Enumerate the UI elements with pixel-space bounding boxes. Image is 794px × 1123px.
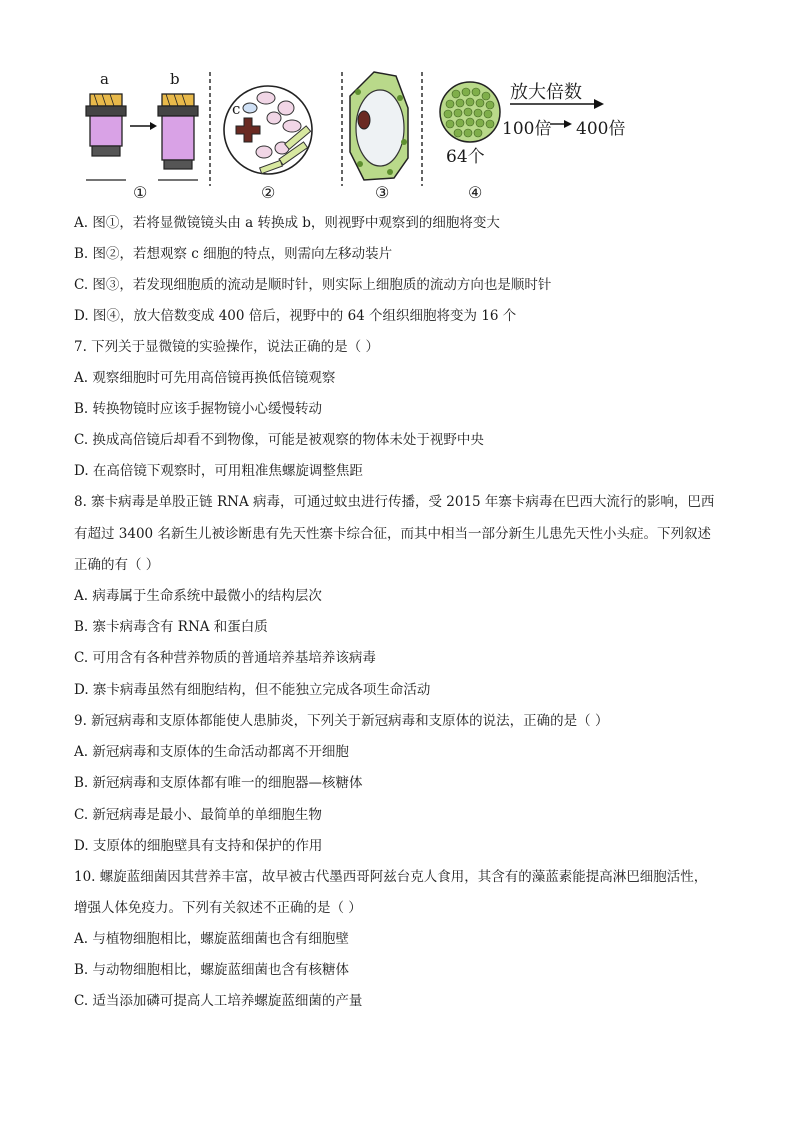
- lens-label-b: b: [170, 70, 180, 88]
- cell-count-label: 64个: [446, 147, 485, 167]
- option-10b: B. 与动物细胞相比，螺旋蓝细菌也含有核糖体: [74, 962, 350, 978]
- panel-number-2: ②: [261, 183, 276, 202]
- lens-label-a: a: [100, 70, 109, 88]
- question-8-stem-line: 8. 寨卡病毒是单股正链 RNA 病毒，可通过蚊虫进行传播，受 2015 年寨卡病毒在巴西大流行的影响，巴西: [74, 494, 715, 510]
- magnify-title: 放大倍数: [510, 82, 582, 103]
- objective-lens-b: [158, 94, 198, 169]
- plant-cell: [350, 72, 408, 180]
- option-9c: C. 新冠病毒是最小、最简单的单细胞生物: [74, 807, 322, 823]
- option-7d: D. 在高倍镜下观察时，可用粗准焦螺旋调整焦距: [74, 463, 363, 479]
- option-7a: A. 观察细胞时可先用高倍镜再换低倍镜观察: [74, 370, 336, 386]
- cell-label-c: c: [232, 100, 241, 118]
- question-8-stem-line: 正确的有（ ）: [74, 557, 160, 573]
- option-8d: D. 寨卡病毒虽然有细胞结构，但不能独立完成各项生命活动: [74, 682, 431, 698]
- option-9d: D. 支原体的细胞壁具有支持和保护的作用: [74, 838, 323, 854]
- question-10-stem-line: 10. 螺旋蓝细菌因其营养丰富，故早被古代墨西哥阿兹台克人食用，其含有的藻蓝素能提高淋巴细胞活性，: [74, 869, 708, 885]
- panel-number-4: ④: [468, 183, 483, 202]
- option-7b: B. 转换物镜时应该手握物镜小心缓慢转动: [74, 401, 323, 417]
- magnify-from: 100倍: [502, 119, 552, 139]
- option-6c: C. 图③，若发现细胞质的流动是顺时针，则实际上细胞质的流动方向也是顺时针: [74, 277, 552, 293]
- option-8b: B. 寨卡病毒含有 RNA 和蛋白质: [74, 619, 268, 635]
- option-8a: A. 病毒属于生命系统中最微小的结构层次: [74, 588, 322, 604]
- panel-number-1: ①: [133, 183, 148, 202]
- panel-number-3: ③: [375, 183, 390, 202]
- magnify-to: 400倍: [576, 119, 626, 139]
- option-10c: C. 适当添加磷可提高人工培养螺旋蓝细菌的产量: [74, 993, 363, 1009]
- option-8c: C. 可用含有各种营养物质的普通培养基培养该病毒: [74, 650, 376, 666]
- option-7c: C. 换成高倍镜后却看不到物像，可能是被观察的物体未处于视野中央: [74, 432, 484, 448]
- question-7-stem: 7. 下列关于显微镜的实验操作，说法正确的是（ ）: [74, 339, 379, 355]
- option-6a: A. 图①，若将显微镜镜头由 a 转换成 b，则视野中观察到的细胞将变大: [74, 215, 500, 231]
- option-9a: A. 新冠病毒和支原体的生命活动都离不开细胞: [74, 744, 349, 760]
- option-9b: B. 新冠病毒和支原体都有唯一的细胞器—核糖体: [74, 775, 363, 791]
- option-6d: D. 图④，放大倍数变成 400 倍后，视野中的 64 个组织细胞将变为 16 个: [74, 308, 517, 324]
- option-10a: A. 与植物细胞相比，螺旋蓝细菌也含有细胞壁: [74, 931, 349, 947]
- tissue-cells-circle: [440, 82, 500, 142]
- question-8-stem-line: 有超过 3400 名新生儿被诊断患有先天性寨卡综合征，而其中相当一部分新生儿患先天性小头症。下列叙述: [74, 526, 711, 542]
- objective-lens-a: [86, 94, 126, 156]
- question-10-stem-line: 增强人体免疫力。下列有关叙述不正确的是（ ）: [74, 900, 362, 916]
- question-9-stem: 9. 新冠病毒和支原体都能使人患肺炎，下列关于新冠病毒和支原体的说法，正确的是（ ）: [74, 713, 609, 729]
- option-6b: B. 图②，若想观察 c 细胞的特点，则需向左移动装片: [74, 246, 393, 262]
